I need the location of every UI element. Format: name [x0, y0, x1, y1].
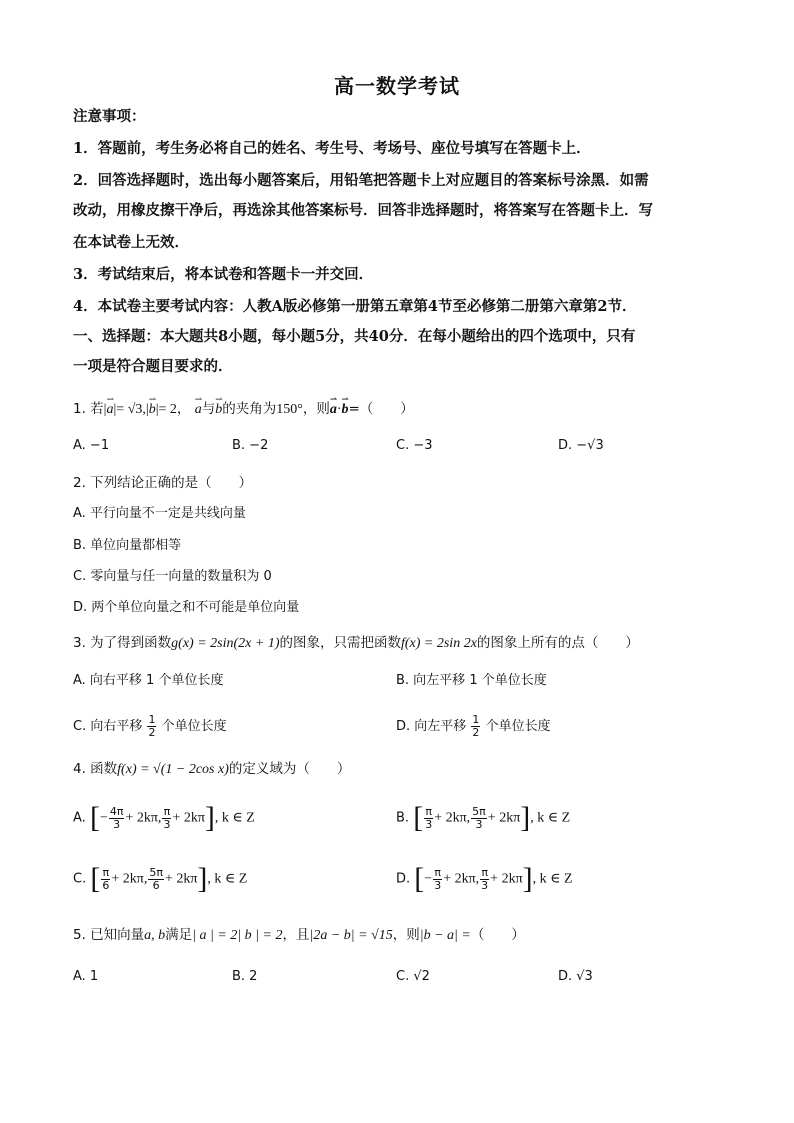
- notice-item: 在本试卷上无效．: [73, 234, 189, 251]
- question-4-stem: 4. 函数f(x) = √(1 − 2cos x)的定义域为（ ）: [73, 761, 351, 777]
- question-1-stem: 1. 若|⇀ a|= √3,|⇀ b|= 2， ⇀ a与⇀ b的夹角为150°，则⇀ a·⇀ b=（ ）: [73, 398, 414, 421]
- q4-option-a: A. [− $\frac{4\pi}{3}$ + 2kπ, $\frac{\pi}{3}$ + 2kπ], k ∈ Z: [73, 801, 255, 834]
- notice-item: 4．本试卷主要考试内容：人教A版必修第一册第五章第4节至必修第二册第六章第2节．: [73, 298, 637, 315]
- q4-option-c: C. [ $\frac{\pi}{6}$ + 2kπ, $\frac{5\pi}{6}$ + 2kπ], k ∈ Z: [73, 862, 248, 895]
- fraction: $\frac{1}{2}$: [148, 713, 156, 739]
- q1-option-a: A. −1: [73, 438, 110, 453]
- q3-option-a: A. 向右平移 1 个单位长度: [73, 673, 224, 688]
- q1-option-d: D. −√3: [558, 438, 604, 453]
- page-title: 高一数学考试: [334, 74, 460, 98]
- fraction: $\frac{1}{2}$: [472, 713, 480, 739]
- q5-option-d: D. √3: [558, 969, 593, 984]
- q2-option-a: A. 平行向量不一定是共线向量: [73, 506, 246, 521]
- notice-item: 1．答题前，考生务必将自己的姓名、考生号、考场号、座位号填写在答题卡上．: [73, 140, 591, 157]
- q2-option-c: C. 零向量与任一向量的数量积为 0: [73, 569, 272, 584]
- q4-option-b: B. [ $\frac{\pi}{3}$ + 2kπ, $\frac{5\pi}{3}$ + 2kπ], k ∈ Z: [396, 801, 571, 834]
- question-5-stem: 5. 已知向量a, b满足| a | = 2| b | = 2，且|2a − b| = √15，则|b − a| =（ ）: [73, 927, 525, 943]
- q5-option-c: C. √2: [396, 969, 430, 984]
- section-heading-cont: 一项是符合题目要求的．: [73, 358, 233, 375]
- q2-option-b: B. 单位向量都相等: [73, 538, 182, 553]
- q3-option-d: D. 向左平移 $\frac{1}{2}$ 个单位长度: [396, 713, 551, 739]
- q2-option-d: D. 两个单位向量之和不可能是单位向量: [73, 600, 300, 615]
- notice-heading: 注意事项：: [73, 108, 146, 125]
- notice-item: 改动，用橡皮擦干净后，再选涂其他答案标号．回答非选择题时，将答案写在答题卡上．写: [73, 202, 653, 219]
- q5-option-b: B. 2: [232, 969, 258, 984]
- section-heading: 一、选择题：本大题共8小题，每小题5分，共40分．在每小题给出的四个选项中，只有: [73, 328, 636, 345]
- q1-option-b: B. −2: [232, 438, 269, 453]
- notice-item: 2．回答选择题时，选出每小题答案后，用铅笔把答题卡上对应题目的答案标号涂黑．如需: [73, 172, 649, 189]
- q3-option-b: B. 向左平移 1 个单位长度: [396, 673, 547, 688]
- q4-option-d: D. [− $\frac{\pi}{3}$ + 2kπ, $\frac{\pi}{3}$ + 2kπ], k ∈ Z: [396, 862, 573, 895]
- q3-option-c: C. 向右平移 $\frac{1}{2}$ 个单位长度: [73, 713, 227, 739]
- notice-item: 3．考试结束后，将本试卷和答题卡一并交回．: [73, 266, 374, 283]
- question-2-stem: 2. 下列结论正确的是（ ）: [73, 475, 253, 491]
- q5-option-a: A. 1: [73, 969, 99, 984]
- question-3-stem: 3. 为了得到函数g(x) = 2sin(2x + 1)的图象，只需把函数f(x) = 2sin 2x的图象上所有的点（ ）: [73, 635, 639, 651]
- q1-option-c: C. −3: [396, 438, 433, 453]
